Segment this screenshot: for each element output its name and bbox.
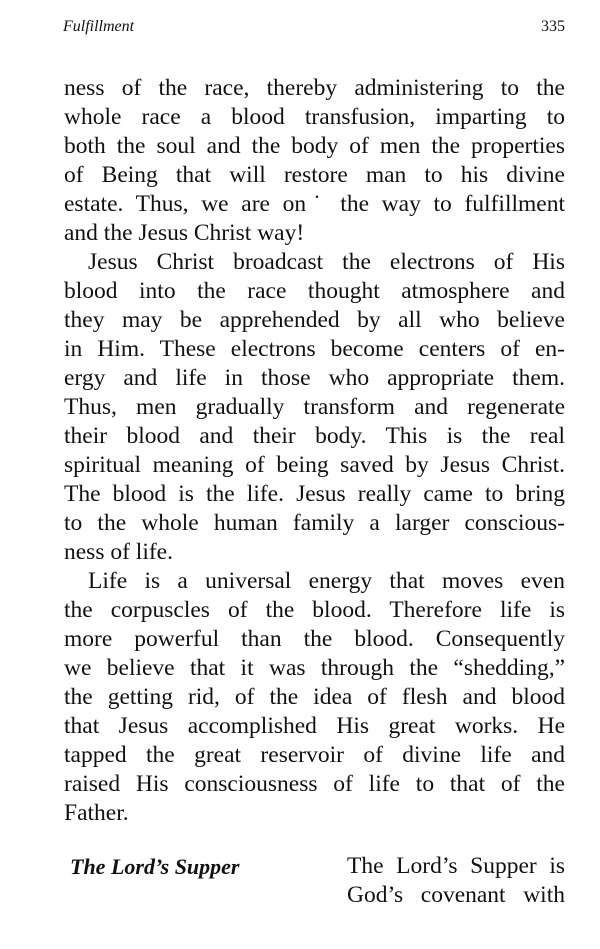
text-line: both the soul and the body of men the properties <box>64 133 565 159</box>
text-line: of Being that will restore man to his divine <box>64 162 565 188</box>
text-line: spiritual meaning of being saved by Jesus Christ. <box>64 452 565 478</box>
text-line: the getting rid, of the idea of flesh and blood <box>64 684 565 710</box>
text-line: tapped the great reservoir of divine life and <box>64 742 565 768</box>
body-text <box>64 74 565 828</box>
text-line: and the Jesus Christ way! <box>64 220 305 246</box>
text-line: we believe that it was through the “shedding,” <box>64 655 565 681</box>
text-line: ness of life. <box>64 539 173 565</box>
text-line: the corpuscles of the blood. Therefore life is <box>64 597 565 623</box>
chapter-title: Fulfillment <box>63 18 135 35</box>
text-line: raised His consciousness of life to that of the <box>64 771 565 797</box>
running-head <box>63 18 565 42</box>
text-line: Father. <box>64 800 129 826</box>
text-line: they may be apprehended by all who believe <box>64 307 565 333</box>
text-line: The Lord’s Supper is <box>347 853 565 879</box>
text-line: blood into the race thought atmosphere and <box>64 278 565 304</box>
section-heading: The Lord’s Supper <box>70 854 240 879</box>
text-line: Life is a universal energy that moves even <box>88 568 565 594</box>
section-text <box>347 852 565 910</box>
text-line: whole race a blood transfusion, imparting to <box>64 104 565 130</box>
text-line: more powerful than the blood. Consequently <box>64 626 565 652</box>
text-line: The blood is the life. Jesus really came to bring <box>64 481 565 507</box>
text-line: in Him. These electrons become centers of en- <box>64 336 565 362</box>
text-line: to the whole human family a larger conscious- <box>64 510 565 536</box>
page-number: 335 <box>541 18 565 35</box>
text-line: that Jesus accomplished His great works. He <box>64 713 565 739</box>
text-line: ergy and life in those who appropriate them. <box>64 365 565 391</box>
text-line: God’s covenant with <box>347 882 565 908</box>
text-line: their blood and their body. This is the real <box>64 423 565 449</box>
text-line: estate. Thus, we are on˙ the way to fulfillment <box>64 191 565 217</box>
text-line: ness of the race, thereby administering to the <box>64 75 565 101</box>
text-line: Thus, men gradually transform and regenerate <box>64 394 565 420</box>
text-line: Jesus Christ broadcast the electrons of His <box>88 249 565 275</box>
